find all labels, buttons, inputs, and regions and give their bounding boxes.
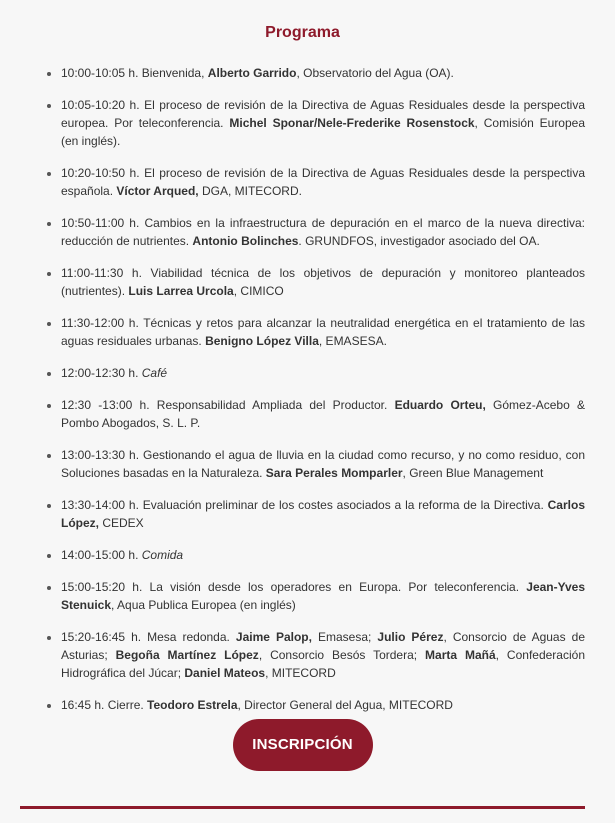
speaker-name: Antonio Bolinches (192, 234, 299, 248)
item-text: , Consorcio de Aguas de Asturias; (61, 630, 585, 662)
item-text: , Director General del Agua, MITECORD (237, 698, 453, 712)
speaker-name: Teodoro Estrela (147, 698, 238, 712)
agenda-item (61, 446, 585, 482)
item-text: Gómez-Acebo & Pombo Abogados, S. L. P. (61, 398, 585, 430)
item-text: , Green Blue Management (402, 466, 544, 480)
item-text: 13:00-13:30 h. Gestionando el agua de lluvia en la ciudad como recurso, y no como residuo, con Soluciones basadas en la Naturaleza. (61, 448, 585, 480)
speaker-name: Víctor Arqued, (116, 184, 199, 198)
speaker-name: Eduardo Orteu, (394, 398, 486, 412)
inscripcion-button[interactable]: INSCRIPCIÓN (233, 719, 373, 771)
item-text: , Comisión Europea (en inglés). (61, 116, 586, 148)
item-text: 10:20-10:50 h. El proceso de revisión de la Directiva de Aguas Residuales desde la perspectiva española. (61, 166, 585, 198)
program-heading: Programa (265, 24, 340, 41)
speaker-name: Luis Larrea Urcola (128, 284, 234, 298)
agenda-item (61, 64, 585, 82)
item-text: CEDEX (99, 516, 144, 530)
cta-container (0, 719, 605, 771)
item-text: 11:00-11:30 h. Viabilidad técnica de los objetivos de depuración y monitoreo planteados (nutrientes). (61, 266, 585, 298)
item-text: , CIMICO (233, 284, 284, 298)
speaker-name: Alberto Garrido (207, 66, 297, 80)
item-text: 15:00-15:20 h. La visión desde los operadores en Europa. Por teleconferencia. (61, 580, 527, 594)
speaker-name: Julio Pérez (377, 630, 444, 644)
speaker-name: Michel Sponar/Nele-Frederike Rosenstock (229, 116, 475, 130)
break-label: Comida (141, 548, 184, 562)
agenda-item (61, 264, 585, 300)
agenda-item (61, 364, 585, 382)
speaker-name: Marta Mañá (425, 648, 496, 662)
item-text: 14:00-15:00 h. (61, 548, 142, 562)
agenda-item (61, 496, 585, 532)
agenda-item (61, 546, 585, 564)
item-text: , Confederación Hidrográfica del Júcar; (61, 648, 585, 680)
speaker-name: Benigno López Villa (205, 334, 319, 348)
item-text: Emasesa; (311, 630, 378, 644)
item-text: . GRUNDFOS, investigador asociado del OA. (298, 234, 540, 248)
item-text: , Aqua Publica Europea (en inglés) (111, 598, 296, 612)
agenda-item (61, 628, 585, 682)
speaker-name: Begoña Martínez López (115, 648, 259, 662)
item-text: 10:00-10:05 h. Bienvenida, (61, 66, 208, 80)
item-text: 10:05-10:20 h. El proceso de revisión de la Directiva de Aguas Residuales desde la perspectiva europea. Por teleconferencia. (61, 98, 585, 130)
speaker-name: Carlos López, (61, 498, 585, 530)
agenda-item (61, 396, 585, 432)
item-text: 10:50-11:00 h. Cambios en la infraestructura de depuración en el marco de la nueva directiva: reducción de nutrientes. (61, 216, 585, 248)
bottom-divider (20, 806, 585, 809)
item-text: 12:00-12:30 h. (61, 366, 142, 380)
agenda-item (61, 96, 585, 150)
item-text: 11:30-12:00 h. Técnicas y retos para alcanzar la neutralidad energética en el tratamiento de las aguas residuales urbanas. (61, 316, 585, 348)
item-text: , Consorcio Besós Tordera; (258, 648, 426, 662)
agenda-item (61, 696, 585, 714)
break-label: Café (141, 366, 168, 380)
agenda-item (61, 314, 585, 350)
agenda-item (61, 164, 585, 200)
item-text: 15:20-16:45 h. Mesa redonda. (61, 630, 236, 644)
speaker-name: Daniel Mateos (184, 666, 266, 680)
speaker-name: Jaime Palop, (235, 630, 312, 644)
agenda-list (0, 64, 615, 728)
agenda-item (61, 578, 585, 614)
item-text: 16:45 h. Cierre. (61, 698, 148, 712)
speaker-name: Jean-Yves Stenuick (61, 580, 585, 612)
item-text: , EMASESA. (318, 334, 387, 348)
item-text: DGA, MITECORD. (198, 184, 302, 198)
speaker-name: Sara Perales Momparler (265, 466, 403, 480)
item-text: 13:30-14:00 h. Evaluación preliminar de los costes asociados a la reforma de la Directiva. (61, 498, 548, 512)
item-text: 12:30 -13:00 h. Responsabilidad Ampliada del Productor. (61, 398, 395, 412)
item-text: , MITECORD (265, 666, 336, 680)
agenda-item (61, 214, 585, 250)
item-text: , Observatorio del Agua (OA). (296, 66, 454, 80)
